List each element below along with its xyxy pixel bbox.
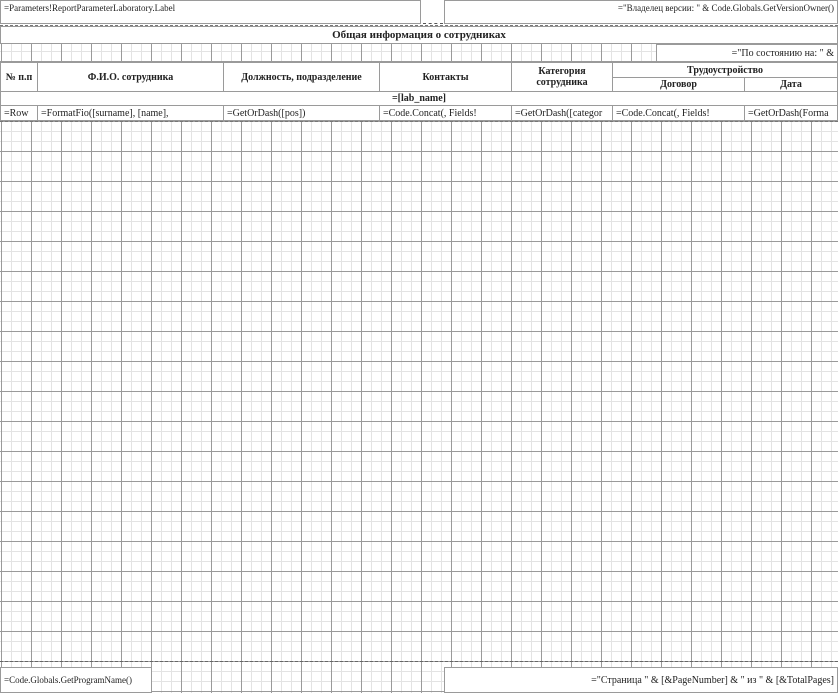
page-footer-separator [0, 661, 838, 662]
report-title-text: Общая информация о сотрудниках [332, 29, 506, 41]
body-band-separator [0, 121, 838, 122]
header-fio[interactable] [37, 62, 224, 92]
detail-contract[interactable] [612, 105, 745, 121]
header-contacts-text: Контакты [422, 71, 469, 83]
detail-num[interactable] [0, 105, 38, 121]
page-number-expression: ="Страница " & [&PageNumber] & " из " & [&TotalPages] [591, 674, 834, 686]
as-of-date-expression: ="По состоянию на: " & [731, 47, 834, 59]
header-employment-text: Трудоустройство [687, 64, 763, 76]
detail-contacts-expression: =Code.Concat(, Fields! [383, 107, 477, 119]
detail-position-expression: =GetOrDash([pos]) [227, 107, 306, 119]
header-category-text: Категория сотрудника [536, 66, 588, 88]
detail-contacts[interactable] [379, 105, 512, 121]
detail-position[interactable] [223, 105, 380, 121]
detail-fio-expression: =FormatFio([surname], [name], [41, 107, 169, 119]
header-fio-text: Ф.И.О. сотрудника [87, 71, 174, 83]
header-contract[interactable] [612, 77, 745, 92]
header-date-text: Дата [780, 79, 802, 90]
header-contacts[interactable] [379, 62, 512, 92]
header-position-text: Должность, подразделение [241, 71, 362, 83]
detail-date[interactable] [744, 105, 838, 121]
header-date[interactable] [744, 77, 838, 92]
detail-category[interactable] [511, 105, 613, 121]
header-num[interactable] [0, 62, 38, 92]
page-number-textbox[interactable] [444, 667, 838, 693]
as-of-date-textbox[interactable] [656, 44, 838, 62]
detail-contract-expression: =Code.Concat(, Fields! [616, 107, 710, 119]
detail-num-expression: =Row [4, 107, 29, 119]
version-owner-textbox[interactable] [444, 0, 838, 24]
header-category[interactable] [511, 62, 613, 92]
laboratory-textbox[interactable] [0, 0, 421, 24]
header-num-text: № п.п [5, 71, 33, 83]
detail-date-expression: =GetOrDash(Forma [748, 107, 829, 119]
program-name-textbox[interactable] [0, 667, 152, 693]
group-row-expression: =[lab_name] [391, 93, 447, 104]
header-contract-text: Договор [660, 79, 697, 90]
header-position[interactable] [223, 62, 380, 92]
header-employment[interactable] [612, 62, 838, 78]
detail-category-expression: =GetOrDash([categor [515, 107, 603, 119]
laboratory-expression: =Parameters!ReportParameterLaboratory.Label [4, 3, 176, 13]
report-title[interactable] [0, 26, 838, 44]
detail-fio[interactable] [37, 105, 224, 121]
group-row-lab-name[interactable] [0, 91, 838, 106]
version-owner-expression: ="Владелец версии: " & Code.Globals.GetVersionOwner() [617, 3, 834, 13]
program-name-expression: =Code.Globals.GetProgramName() [4, 675, 133, 685]
